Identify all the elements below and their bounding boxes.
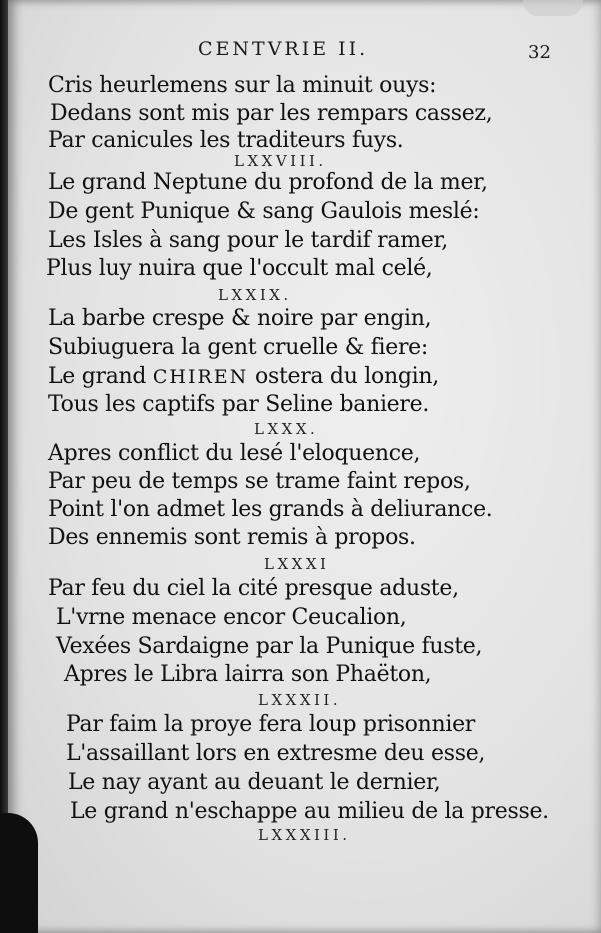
verse-line: Les Isles à sang pour le tardif ramer, [48, 228, 448, 253]
verse-line-part: ostera du longin, [248, 364, 439, 389]
verse-line: Apres conflict du lesé l'eloquence, [48, 441, 421, 466]
verse-line: Par peu de temps se trame faint repos, [48, 469, 471, 494]
verse-line: Le grand Neptune du profond de la mer, [48, 170, 488, 195]
quatrain-number: LXXXII. [258, 691, 342, 709]
verse-line: Des ennemis sont remis à propos. [48, 525, 416, 550]
verse-line: Par canicules les traditeurs fuys. [48, 128, 404, 153]
page-shadow-corner [0, 813, 38, 933]
quatrain-number: LXXXI [264, 555, 330, 573]
thumb-shadow [523, 0, 583, 16]
verse-line: Apres le Libra lairra son Phaëton, [64, 662, 432, 687]
verse-line: Dedans sont mis par les rempars cassez, [50, 101, 493, 126]
verse-line: Plus luy nuira que l'occult mal celé, [46, 256, 433, 281]
quatrain-number: LXXXIII. [258, 826, 351, 844]
verse-line: Cris heurlemens sur la minuit ouys: [48, 73, 437, 98]
verse-line: L'assaillant lors en extresme deu esse, [66, 741, 486, 766]
verse-line [48, 364, 439, 389]
verse-line: De gent Punique & sang Gaulois meslé: [48, 199, 480, 224]
verse-line: Le nay ayant au deuant le dernier, [68, 770, 441, 795]
book-page [8, 0, 601, 933]
quatrain-number: LXXX. [254, 420, 319, 438]
verse-line: Subiuguera la gent cruelle & fiere: [48, 335, 429, 360]
quatrain-number: LXXVIII. [234, 152, 327, 170]
binding-edge [0, 0, 8, 933]
verse-line-part: Le grand [48, 364, 153, 389]
verse-line: Point l'on admet les grands à deliurance. [48, 497, 493, 522]
verse-line: Par faim la proye fera loup prisonnier [66, 712, 476, 737]
running-head: CENTVRIE II. [198, 38, 369, 60]
verse-line: L'vrne menace encor Ceucalion, [56, 605, 407, 630]
quatrain-number: LXXIX. [218, 286, 292, 304]
verse-line: Par feu du ciel la cité presque aduste, [48, 576, 459, 601]
verse-line: Le grand n'eschappe au milieu de la presse. [70, 799, 549, 824]
verse-line: Vexées Sardaigne par la Punique fuste, [56, 634, 483, 659]
verse-line: La barbe crespe & noire par engin, [48, 306, 432, 331]
proper-name: CHIREN [152, 366, 249, 388]
page-number: 32 [528, 42, 551, 63]
verse-line: Tous les captifs par Seline baniere. [48, 392, 430, 417]
